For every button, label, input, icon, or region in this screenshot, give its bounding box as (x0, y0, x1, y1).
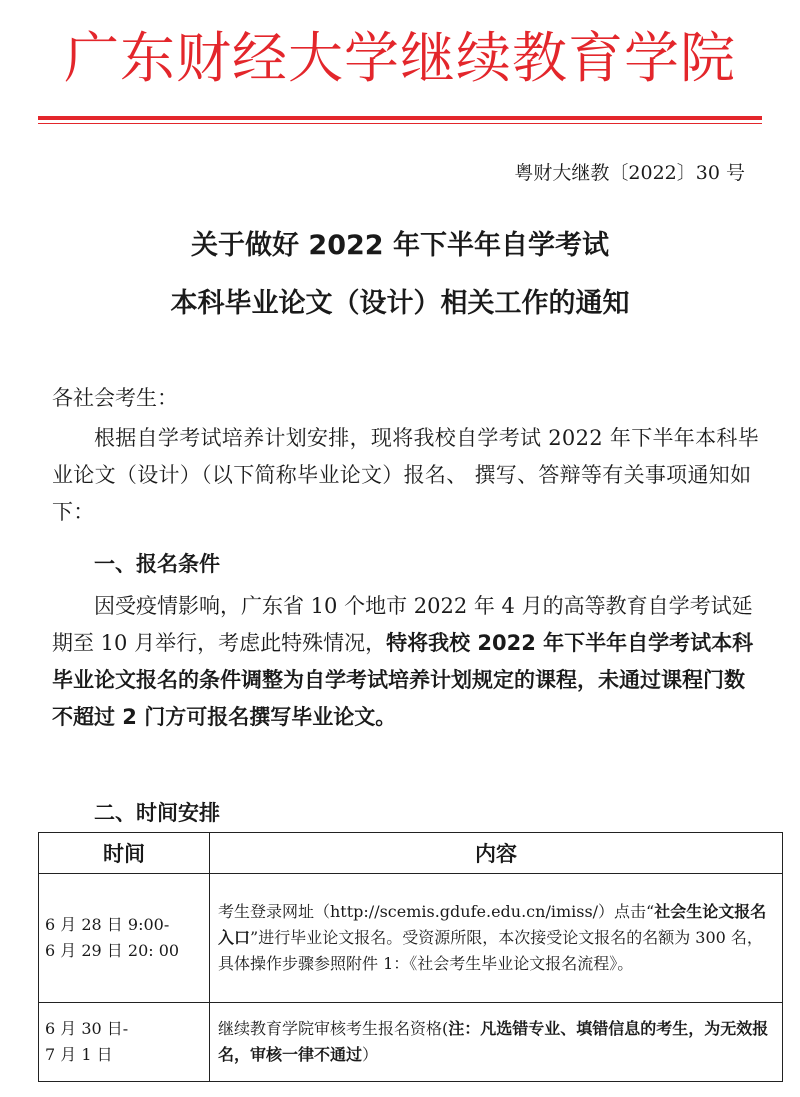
time-cell (39, 874, 210, 1003)
salutation: 各社会考生： (52, 386, 178, 410)
notice-title-line2: 本科毕业论文（设计）相关工作的通知 (170, 288, 630, 319)
content-cell (210, 1003, 783, 1082)
time-line: 6 月 30 日- (45, 1019, 129, 1038)
notice-title-line1: 关于做好 2022 年下半年自学考试 (191, 230, 609, 261)
time-cell (39, 1003, 210, 1082)
time-line: 7 月 1 日 (45, 1045, 113, 1064)
header-time: 时间 (39, 833, 210, 874)
content-text: 继续教育学院审核考生报名资格( (218, 1019, 449, 1038)
section1-text-plain: 因受疫情影响，广东省 10 个地市 2022 年 4 月的高等教育自学考试延期至 10 月举行，考虑此特殊情况， (52, 594, 753, 655)
content-text: ”进行毕业论文报名。受资源所限，本次接受论文报名的名额为 300 名，具体操作步骤参照附件 1：《社会考生毕业论文报名流程》。 (218, 928, 763, 973)
table-row (39, 874, 783, 1003)
content-bold-text: 注：凡选错专业、填错信息的考生，为无效报名，审核一律不通过 (218, 1019, 769, 1064)
document-number: 粤财大继教〔2022〕30 号 (514, 162, 745, 184)
time-line: 6 月 29 日 20: 00 (45, 941, 180, 960)
section1-paragraph (52, 588, 762, 736)
institution-header: 广东财经大学继续教育学院 (63, 26, 736, 90)
section2-heading: 二、时间安排 (94, 801, 220, 825)
header-red-rule (38, 116, 762, 120)
content-text: ） (362, 1045, 379, 1064)
header-red-rule-thin (38, 123, 762, 124)
content-bold-text: 社会生论文报名入口 (218, 902, 767, 947)
content-text: 考生登录网址（http://scemis.gdufe.edu.cn/imiss/）点击“ (218, 902, 655, 921)
header-content: 内容 (210, 833, 783, 874)
schedule-table (38, 832, 783, 1082)
time-line: 6 月 28 日 9:00- (45, 915, 170, 934)
section1-text-bold: 特将我校 2022 年下半年自学考试本科毕业论文报名的条件调整为自学考试培养计划规定的课程，未通过课程门数不超过 2 门方可报名撰写毕业论文。 (52, 631, 754, 729)
section1-heading: 一、报名条件 (94, 552, 220, 576)
table-row (39, 1003, 783, 1082)
table-header-row (39, 833, 783, 874)
content-cell (210, 874, 783, 1003)
intro-paragraph: 根据自学考试培养计划安排，现将我校自学考试 2022 年下半年本科毕业论文（设计）（以下简称毕业论文）报名、 撰写、答辩等有关事项通知如下： (52, 426, 759, 524)
